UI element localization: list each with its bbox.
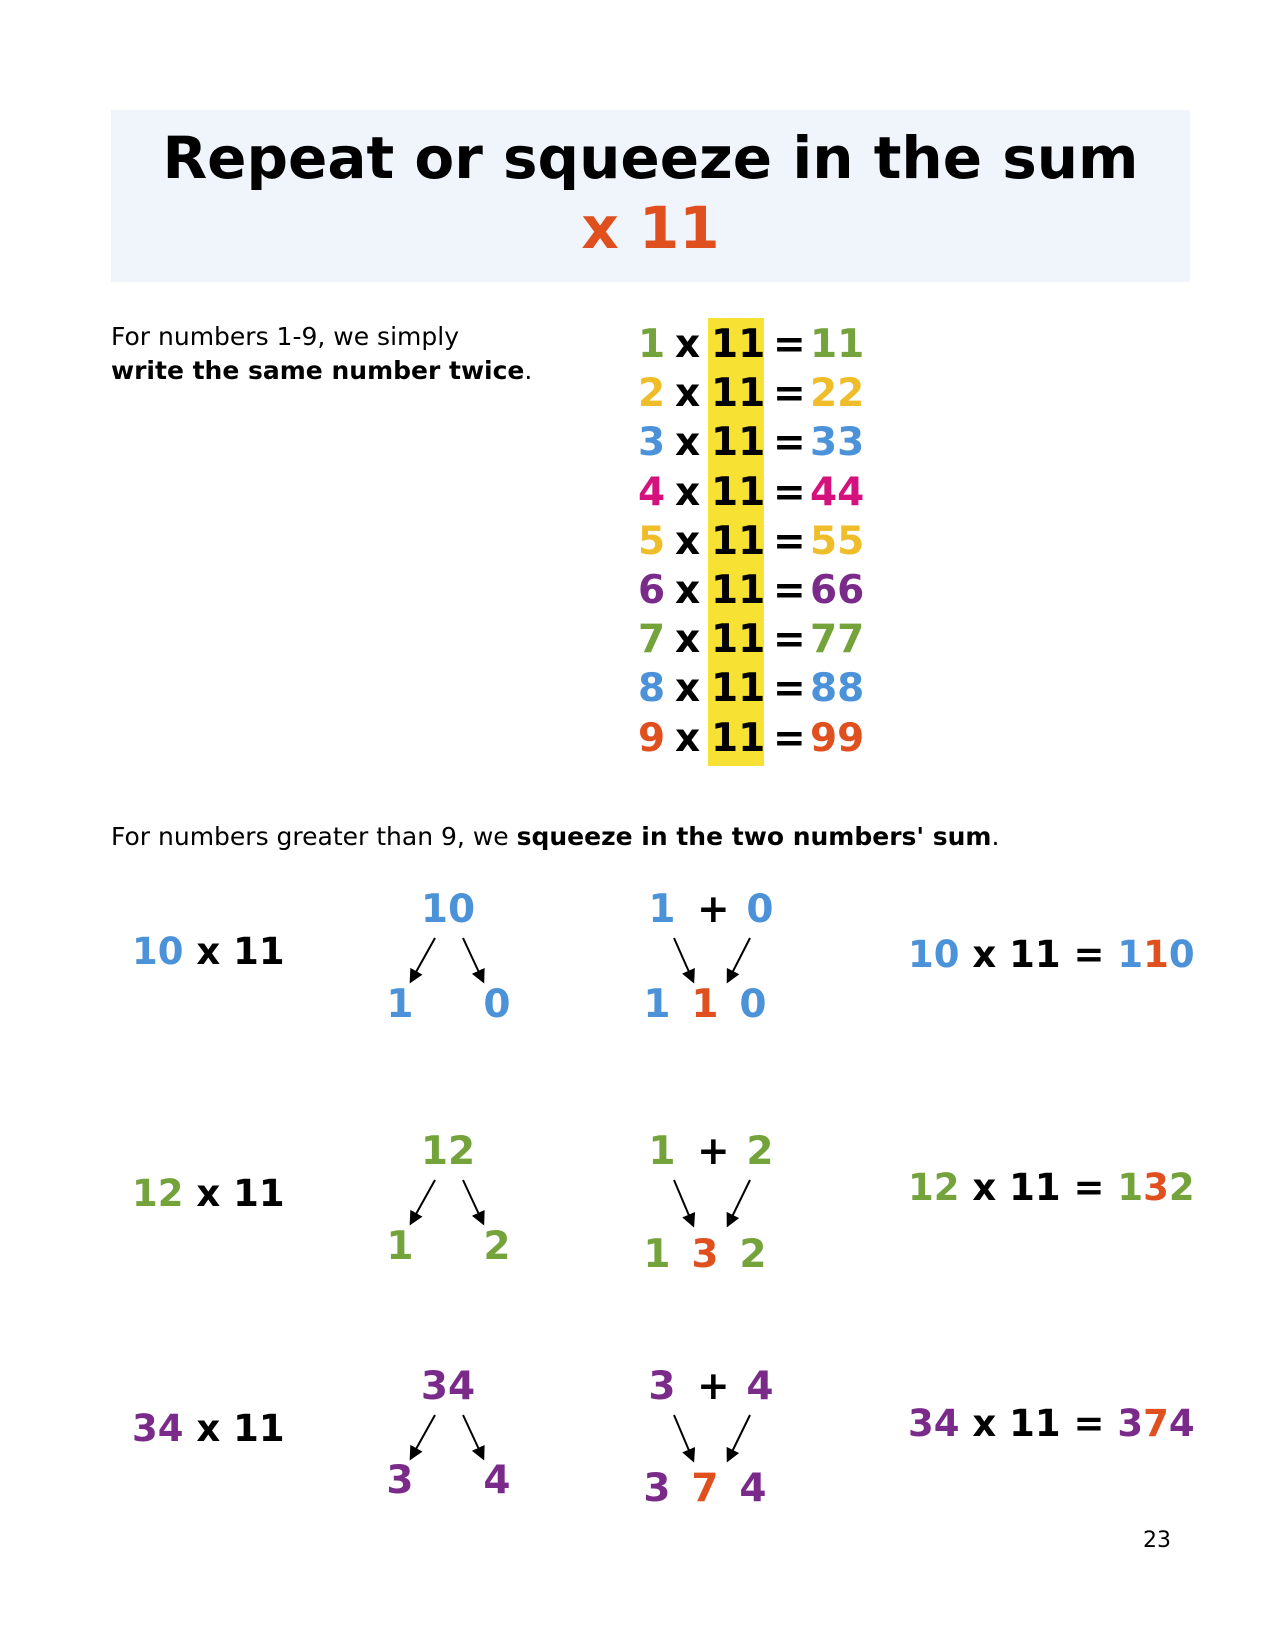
plus-sign: +: [697, 887, 730, 932]
sum-arrow-right: [728, 1180, 750, 1225]
multiplicand: 9: [638, 715, 666, 761]
split-digit-left: 1: [386, 982, 414, 1027]
intro-bold: write the same number twice: [111, 356, 525, 385]
result-left: 1: [1117, 1166, 1144, 1209]
split-arrow-left: [411, 938, 435, 981]
multiplicand: 1: [638, 322, 666, 367]
page-number: 23: [1143, 1528, 1171, 1553]
product: 11: [810, 322, 865, 367]
split-arrow-right: [463, 1180, 483, 1223]
page-title: Repeat or squeeze in the sum: [162, 124, 1139, 192]
equals-sign: =: [773, 617, 806, 663]
intro-line: For numbers 1-9, we simply: [111, 322, 459, 351]
example-label-operator: x 11: [196, 930, 285, 973]
product: 88: [810, 666, 865, 712]
page-subtitle: x 11: [581, 194, 720, 262]
split-number: 12: [420, 1129, 476, 1174]
times-sign: x: [675, 420, 701, 466]
plus-sign: +: [697, 1129, 730, 1174]
times-sign: x: [675, 469, 701, 515]
product: 44: [810, 469, 865, 515]
multiplier: 11: [711, 666, 766, 712]
multiplier: 11: [711, 617, 766, 663]
equation-operator: x 11 =: [972, 1166, 1105, 1209]
multiplier: 11: [711, 322, 766, 367]
split-arrow-left: [411, 1180, 435, 1223]
multiplicand: 2: [638, 371, 666, 417]
example-label-operator: x 11: [196, 1407, 285, 1450]
times-sign: x: [675, 715, 701, 761]
plus-sign: +: [697, 1364, 730, 1409]
split-digit-left: 3: [386, 1458, 414, 1503]
result-digit-middle: 1: [691, 982, 719, 1027]
sum-arrow-left: [674, 1415, 693, 1460]
product: 55: [810, 518, 865, 564]
equals-sign: =: [773, 518, 806, 564]
sum-addend-right: 0: [746, 887, 774, 932]
intro-end: .: [524, 356, 533, 385]
result-digit-right: 0: [739, 982, 767, 1027]
product: 22: [810, 371, 865, 417]
times-sign: x: [675, 371, 701, 417]
multiplicand: 7: [638, 617, 666, 663]
result-left: 3: [1117, 1402, 1144, 1445]
equation-number: 10: [908, 933, 960, 976]
multiplier: 11: [711, 567, 766, 613]
split-digit-left: 1: [386, 1224, 414, 1269]
multiplicand: 4: [638, 469, 666, 515]
equals-sign: =: [773, 666, 806, 712]
sum-arrow-left: [674, 1180, 693, 1225]
multiplier: 11: [711, 420, 766, 466]
equals-sign: =: [773, 567, 806, 613]
times-sign: x: [675, 518, 701, 564]
result-digit-right: 2: [739, 1232, 767, 1277]
equation-number: 34: [908, 1402, 960, 1445]
multiplier: 11: [711, 371, 766, 417]
sum-arrow-left: [674, 938, 693, 981]
equals-sign: =: [773, 371, 806, 417]
squeeze-intro-bold: squeeze in the two numbers' sum: [516, 822, 992, 851]
product: 33: [810, 420, 865, 466]
result-digit-left: 3: [643, 1466, 671, 1511]
result-right: 4: [1168, 1402, 1195, 1445]
result-digit-left: 1: [643, 1232, 671, 1277]
result-right: 2: [1168, 1166, 1195, 1209]
example-label-operator: x 11: [196, 1172, 285, 1215]
equation-operator: x 11 =: [972, 1402, 1105, 1445]
sum-arrow-right: [728, 1415, 750, 1460]
example-label-number: 10: [132, 930, 184, 973]
split-arrow-right: [463, 938, 483, 981]
split-number: 10: [420, 887, 476, 932]
equals-sign: =: [773, 469, 806, 515]
result-middle: 7: [1143, 1402, 1169, 1445]
result-left: 1: [1117, 933, 1144, 976]
times-sign: x: [675, 666, 701, 712]
times-sign: x: [675, 617, 701, 663]
split-digit-right: 4: [483, 1458, 511, 1503]
result-middle: 3: [1143, 1166, 1169, 1209]
squeeze-intro-end: .: [991, 822, 1000, 851]
sum-addend-right: 4: [746, 1364, 774, 1409]
equals-sign: =: [773, 715, 806, 761]
result-digit-right: 4: [739, 1466, 767, 1511]
result-digit-left: 1: [643, 982, 671, 1027]
product: 99: [810, 715, 865, 761]
squeeze-intro-start: For numbers greater than 9, we: [111, 822, 517, 851]
equals-sign: =: [773, 420, 806, 466]
example-label-number: 34: [132, 1407, 184, 1450]
multiplier: 11: [711, 469, 766, 515]
multiplier: 11: [711, 518, 766, 564]
sum-arrow-right: [728, 938, 750, 981]
multiplicand: 3: [638, 420, 666, 466]
multiplicand: 8: [638, 666, 666, 712]
result-digit-middle: 7: [691, 1466, 719, 1511]
product: 77: [810, 617, 865, 663]
sum-addend-left: 1: [648, 1129, 676, 1174]
equation-operator: x 11 =: [972, 933, 1105, 976]
sum-addend-left: 3: [648, 1364, 676, 1409]
result-right: 0: [1168, 933, 1195, 976]
multiplicand: 6: [638, 567, 666, 613]
equation-number: 12: [908, 1166, 960, 1209]
example-label-number: 12: [132, 1172, 184, 1215]
split-arrow-left: [411, 1415, 435, 1458]
result-digit-middle: 3: [691, 1232, 719, 1277]
result-middle: 1: [1143, 933, 1169, 976]
times-sign: x: [675, 322, 701, 367]
split-arrow-right: [463, 1415, 483, 1458]
equals-sign: =: [773, 322, 806, 367]
multiplier: 11: [711, 715, 766, 761]
sum-addend-right: 2: [746, 1129, 774, 1174]
sum-addend-left: 1: [648, 887, 676, 932]
times-sign: x: [675, 567, 701, 613]
split-number: 34: [420, 1364, 476, 1409]
multiplicand: 5: [638, 518, 666, 564]
split-digit-right: 2: [483, 1224, 511, 1269]
product: 66: [810, 567, 865, 613]
split-digit-right: 0: [483, 982, 511, 1027]
